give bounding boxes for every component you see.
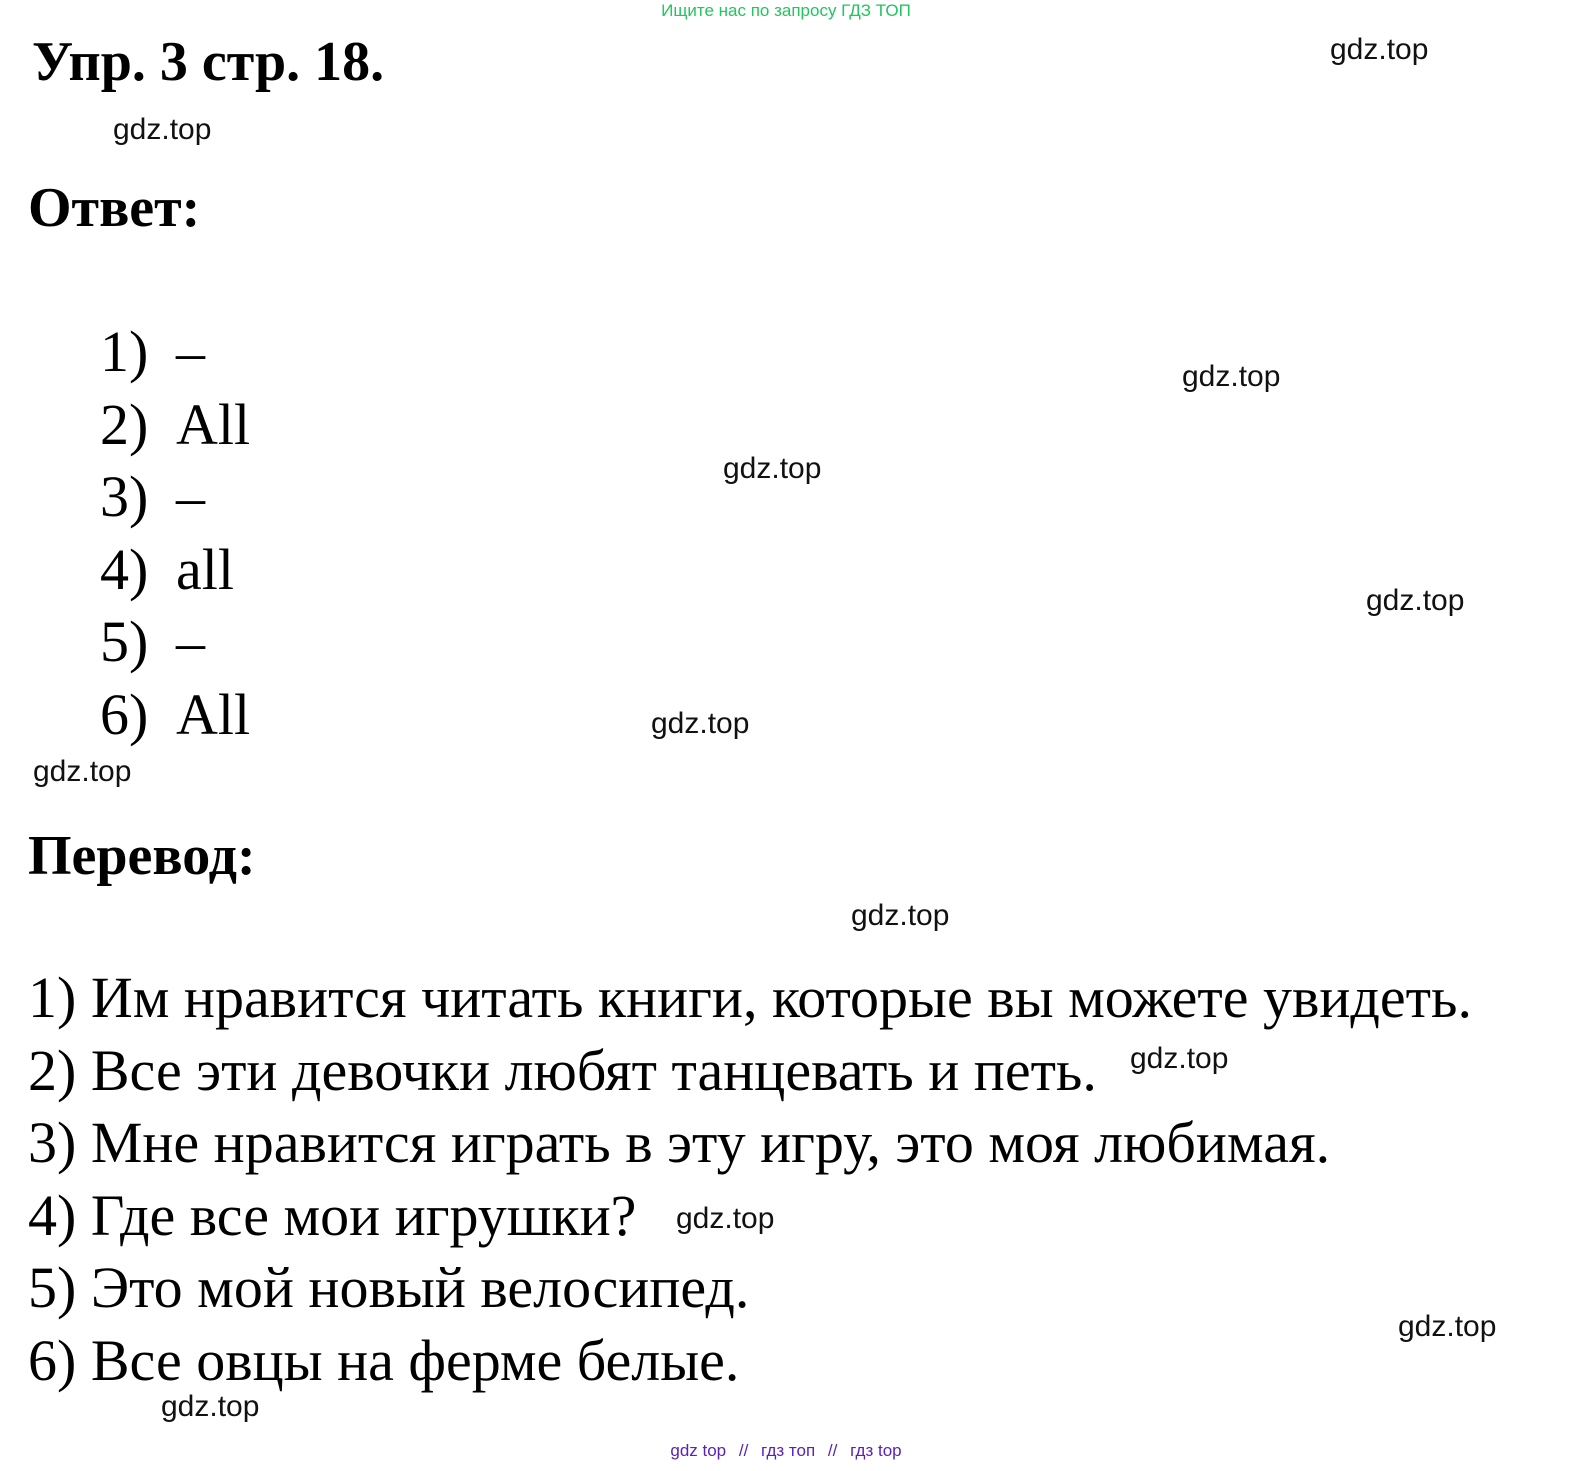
answer-item bbox=[100, 316, 250, 389]
watermark: gdz.top bbox=[161, 1390, 260, 1423]
answer-number: 4) bbox=[100, 536, 149, 602]
exercise-title: Упр. 3 стр. 18. bbox=[32, 31, 385, 93]
answer-number: 1) bbox=[100, 319, 149, 384]
footer-link-gdz-top[interactable]: gdz top bbox=[670, 1441, 727, 1460]
translation-item: 2) Все эти девочки любят танцевать и петь. bbox=[28, 1037, 1097, 1103]
translation-item: 1) Им нравится читать книги, которые вы можете увидеть. bbox=[28, 965, 1472, 1030]
answer-text: All bbox=[176, 681, 251, 747]
answer-number: 5) bbox=[100, 609, 149, 674]
answer-item bbox=[100, 606, 250, 679]
footer-link-gdz-top-ru[interactable]: гдз топ bbox=[761, 1441, 816, 1460]
watermark: gdz.top bbox=[1130, 1042, 1229, 1075]
translation-item: 4) Где все мои игрушки? bbox=[28, 1182, 637, 1248]
translation-item: 5) Это мой новый велосипед. bbox=[28, 1255, 750, 1320]
answer-number: 2) bbox=[100, 391, 149, 457]
answer-item bbox=[100, 389, 250, 462]
translation-list bbox=[28, 962, 1472, 1397]
answer-text: All bbox=[176, 391, 251, 457]
translation-heading: Перевод: bbox=[28, 825, 256, 887]
watermark: gdz.top bbox=[33, 755, 132, 788]
watermark: gdz.top bbox=[676, 1202, 775, 1235]
watermark: gdz.top bbox=[723, 452, 822, 485]
answer-number: 6) bbox=[100, 681, 149, 747]
translation-item: 6) Все овцы на ферме белые. bbox=[28, 1327, 740, 1393]
watermark: gdz.top bbox=[1330, 33, 1429, 66]
answer-text: – bbox=[176, 464, 205, 529]
answer-item bbox=[100, 534, 250, 607]
answer-number: 3) bbox=[100, 464, 149, 529]
watermark: gdz.top bbox=[1182, 360, 1281, 393]
footer-separator: // bbox=[827, 1441, 838, 1460]
translation-item: 3) Мне нравится играть в эту игру, это моя любимая. bbox=[28, 1110, 1331, 1175]
footer bbox=[0, 1440, 1572, 1462]
answer-text: – bbox=[176, 319, 205, 384]
footer-separator: // bbox=[738, 1441, 749, 1460]
watermark: gdz.top bbox=[113, 113, 212, 146]
answer-text: – bbox=[176, 609, 205, 674]
answer-item bbox=[100, 461, 250, 534]
watermark: gdz.top bbox=[851, 899, 950, 932]
footer-link-gdz-top-mixed[interactable]: гдз top bbox=[850, 1441, 902, 1460]
watermark: gdz.top bbox=[1398, 1310, 1497, 1343]
answer-heading: Ответ: bbox=[28, 177, 201, 239]
watermark: gdz.top bbox=[1366, 584, 1465, 617]
answer-item bbox=[100, 679, 250, 752]
answer-list bbox=[100, 316, 250, 751]
top-search-note: Ищите нас по запросу ГДЗ ТОП bbox=[661, 1, 911, 20]
watermark: gdz.top bbox=[651, 707, 750, 740]
answer-text: all bbox=[176, 536, 234, 602]
